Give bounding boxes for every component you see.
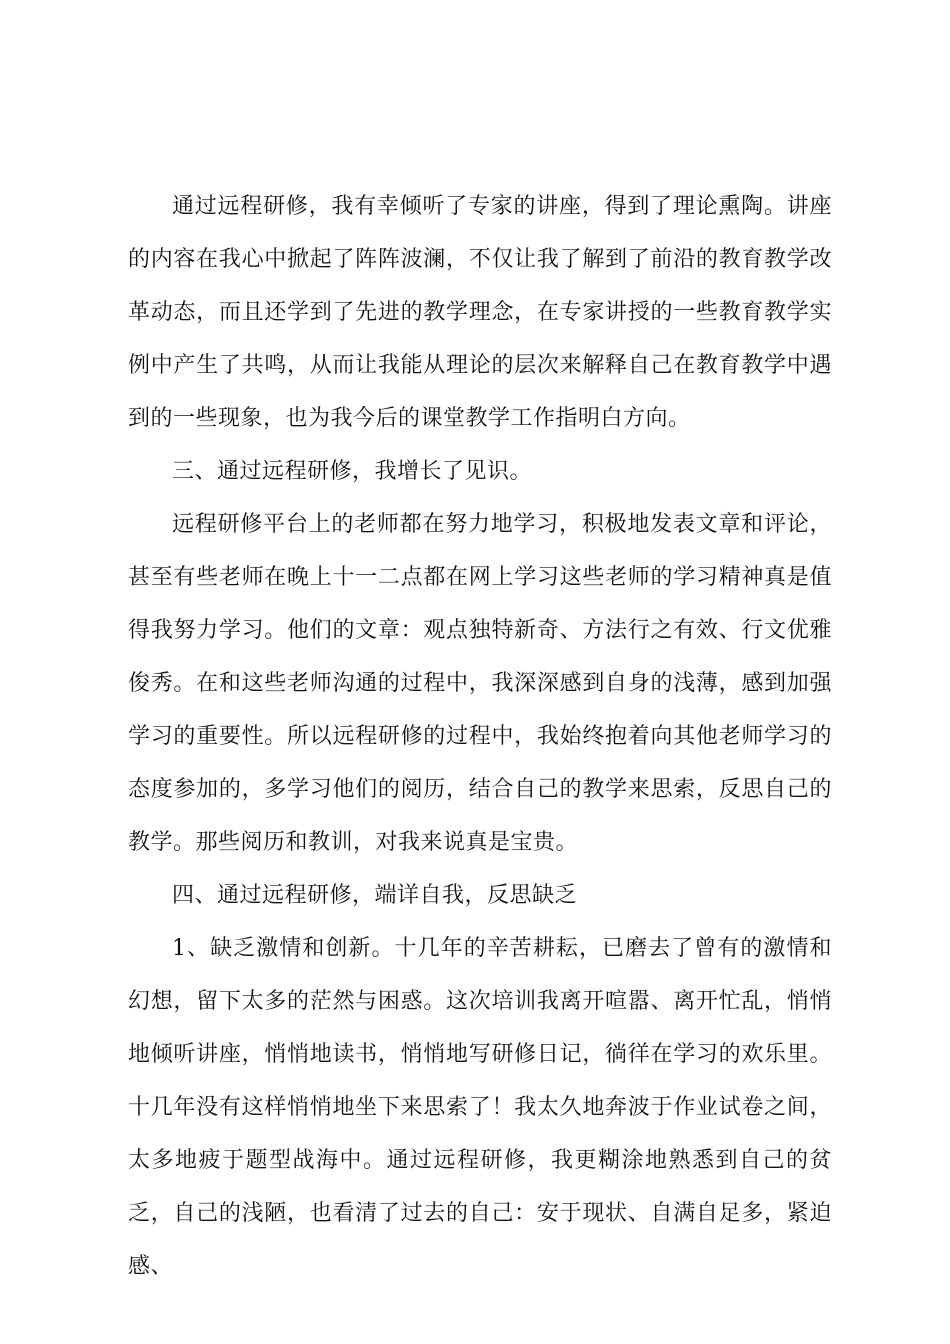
section-heading-three: 三、通过远程研修，我增长了见识。: [172, 459, 533, 484]
section-heading-four: 四、通过远程研修，端详自我，反思缺乏: [172, 883, 578, 908]
document-body: [128, 180, 832, 1293]
paragraph-teacher-learning: 远程研修平台上的老师都在努力地学习，积极地发表文章和评论，甚至有些老师在晚上十一二点都在网上学习这些老师的学习精神真是值得我努力学习。他们的文章：观点独特新奇、方法行之有效、行文优雅俊秀。在和这些老师沟通的过程中，我深深感到自身的浅薄，感到加强学习的重要性。所以远程研修的过程中，我始终抱着向其他老师学习的态度参加的，多学习他们的阅历，结合自己的教学来思索，反思自己的教学。那些阅历和教训，对我来说真是宝贵。: [128, 512, 832, 855]
paragraph-lack-of-passion: 1、缺乏激情和创新。十几年的辛苦耕耘，已磨去了曾有的激情和幻想，留下太多的茫然与困惑。这次培训我离开喧嚣、离开忙乱，悄悄地倾听讲座，悄悄地读书，悄悄地写研修日记，徜徉在学习的欢乐里。十几年没有这样悄悄地坐下来思索了！我太久地奔波于作业试卷之间，太多地疲于题型战海中。通过远程研修，我更糊涂地熟悉到自己的贫乏，自己的浅陋，也看清了过去的自己：安于现状、自满自足多，紧迫感、: [128, 936, 832, 1279]
paragraph-lecture-reflection: 通过远程研修，我有幸倾听了专家的讲座，得到了理论熏陶。讲座的内容在我心中掀起了阵阵波澜，不仅让我了解到了前沿的教育教学改革动态，而且还学到了先进的教学理念，在专家讲授的一些教育教学实例中产生了共鸣，从而让我能从理论的层次来解释自己在教育教学中遇到的一些现象，也为我今后的课堂教学工作指明白方向。: [128, 194, 832, 431]
